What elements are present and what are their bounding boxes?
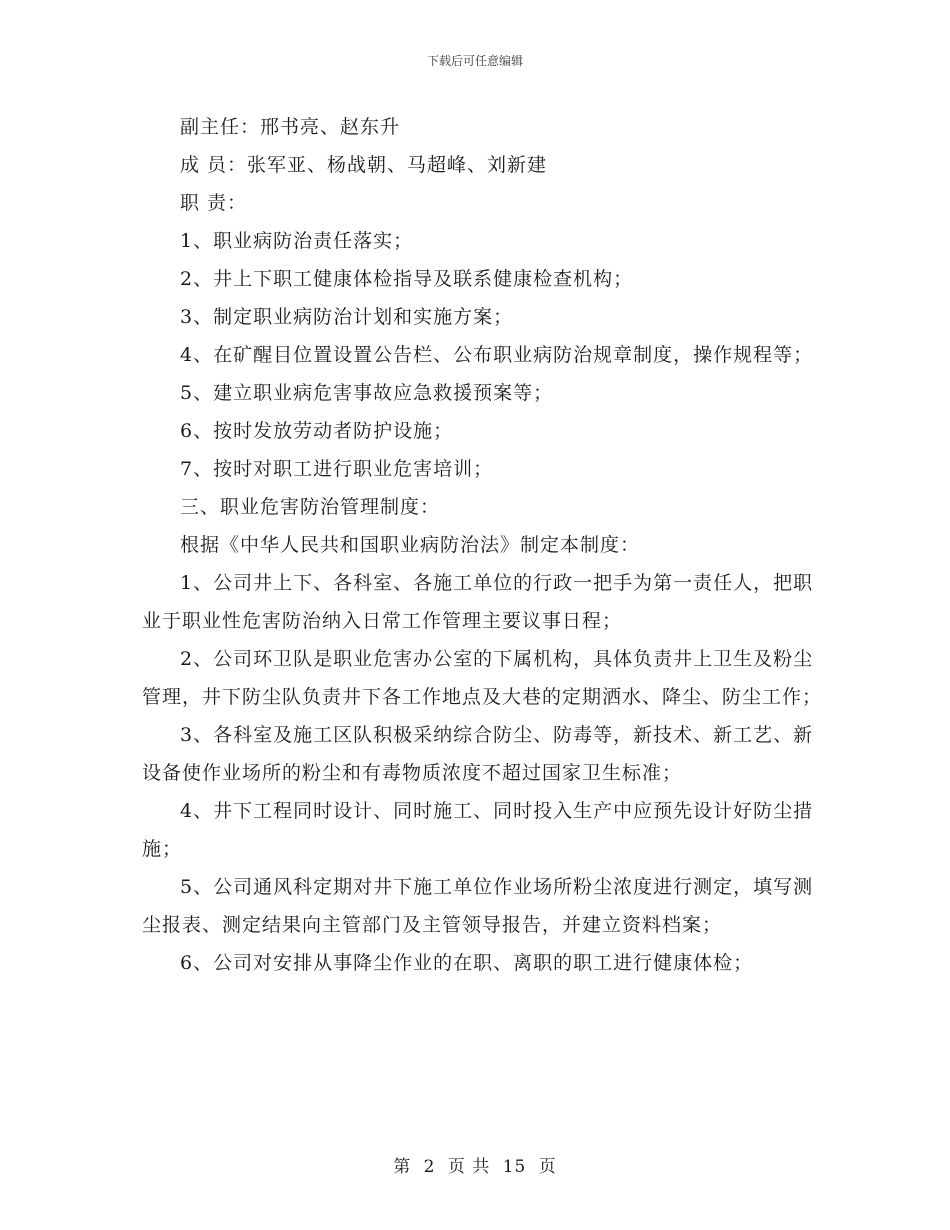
paragraph-rule-4: 4、井下工程同时设计、同时施工、同时投入生产中应预先设计好防尘措施； — [142, 800, 814, 860]
paragraph-members: 成 员：张军亚、杨战朝、马超峰、刘新建 — [180, 154, 548, 176]
footer-prefix: 第 — [393, 1157, 412, 1177]
page-header: 下载后可任意编辑 — [426, 54, 523, 68]
paragraph-duty-5: 5、建立职业病危害事故应急救援预案等； — [180, 382, 554, 404]
paragraph-rule-5: 5、公司通风科定期对井下施工单位作业场所粉尘浓度进行测定，填写测尘报表、测定结果向主管部门及主管领导报告，并建立资料档案； — [142, 876, 814, 936]
section-heading-3: 三、职业危害防治管理制度： — [180, 496, 441, 518]
paragraph-rule-1: 1、公司井上下、各科室、各施工单位的行政一把手为第一责任人，把职业于职业性危害防治纳入日常工作管理主要议事日程； — [142, 572, 814, 632]
footer-suffix: 页 — [538, 1157, 557, 1177]
paragraph-duty-7: 7、按时对职工进行职业危害培训； — [180, 458, 494, 480]
page-footer — [0, 1152, 950, 1177]
paragraph-deputy-directors: 副主任：邢书亮、赵东升 — [180, 116, 401, 138]
paragraph-duty-4: 4、在矿醒目位置设置公告栏、公布职业病防治规章制度，操作规程等； — [180, 344, 814, 366]
footer-middle: 页 共 — [447, 1157, 491, 1177]
paragraph-duty-6: 6、按时发放劳动者防护设施； — [180, 420, 454, 442]
paragraph-duty-1: 1、职业病防治责任落实； — [180, 230, 414, 252]
document-body — [142, 108, 822, 982]
paragraph-basis: 根据《中华人民共和国职业病防治法》制定本制度： — [180, 534, 641, 556]
footer-total-pages: 15 — [502, 1157, 527, 1177]
paragraph-duties-heading: 职 责： — [180, 192, 248, 214]
paragraph-rule-3: 3、各科室及施工区队积极采纳综合防尘、防毒等，新技术、新工艺、新设备使作业场所的粉尘和有毒物质浓度不超过国家卫生标准； — [142, 724, 814, 784]
footer-page-number: 2 — [423, 1157, 436, 1177]
paragraph-duty-3: 3、制定职业病防治计划和实施方案； — [180, 306, 514, 328]
paragraph-rule-6: 6、公司对安排从事降尘作业的在职、离职的职工进行健康体检； — [180, 952, 754, 974]
paragraph-rule-2: 2、公司环卫队是职业危害办公室的下属机构，具体负责井上卫生及粉尘管理，井下防尘队负责井下各工作地点及大巷的定期洒水、降尘、防尘工作； — [142, 648, 823, 708]
paragraph-duty-2: 2、井上下职工健康体检指导及联系健康检查机构； — [180, 268, 634, 290]
